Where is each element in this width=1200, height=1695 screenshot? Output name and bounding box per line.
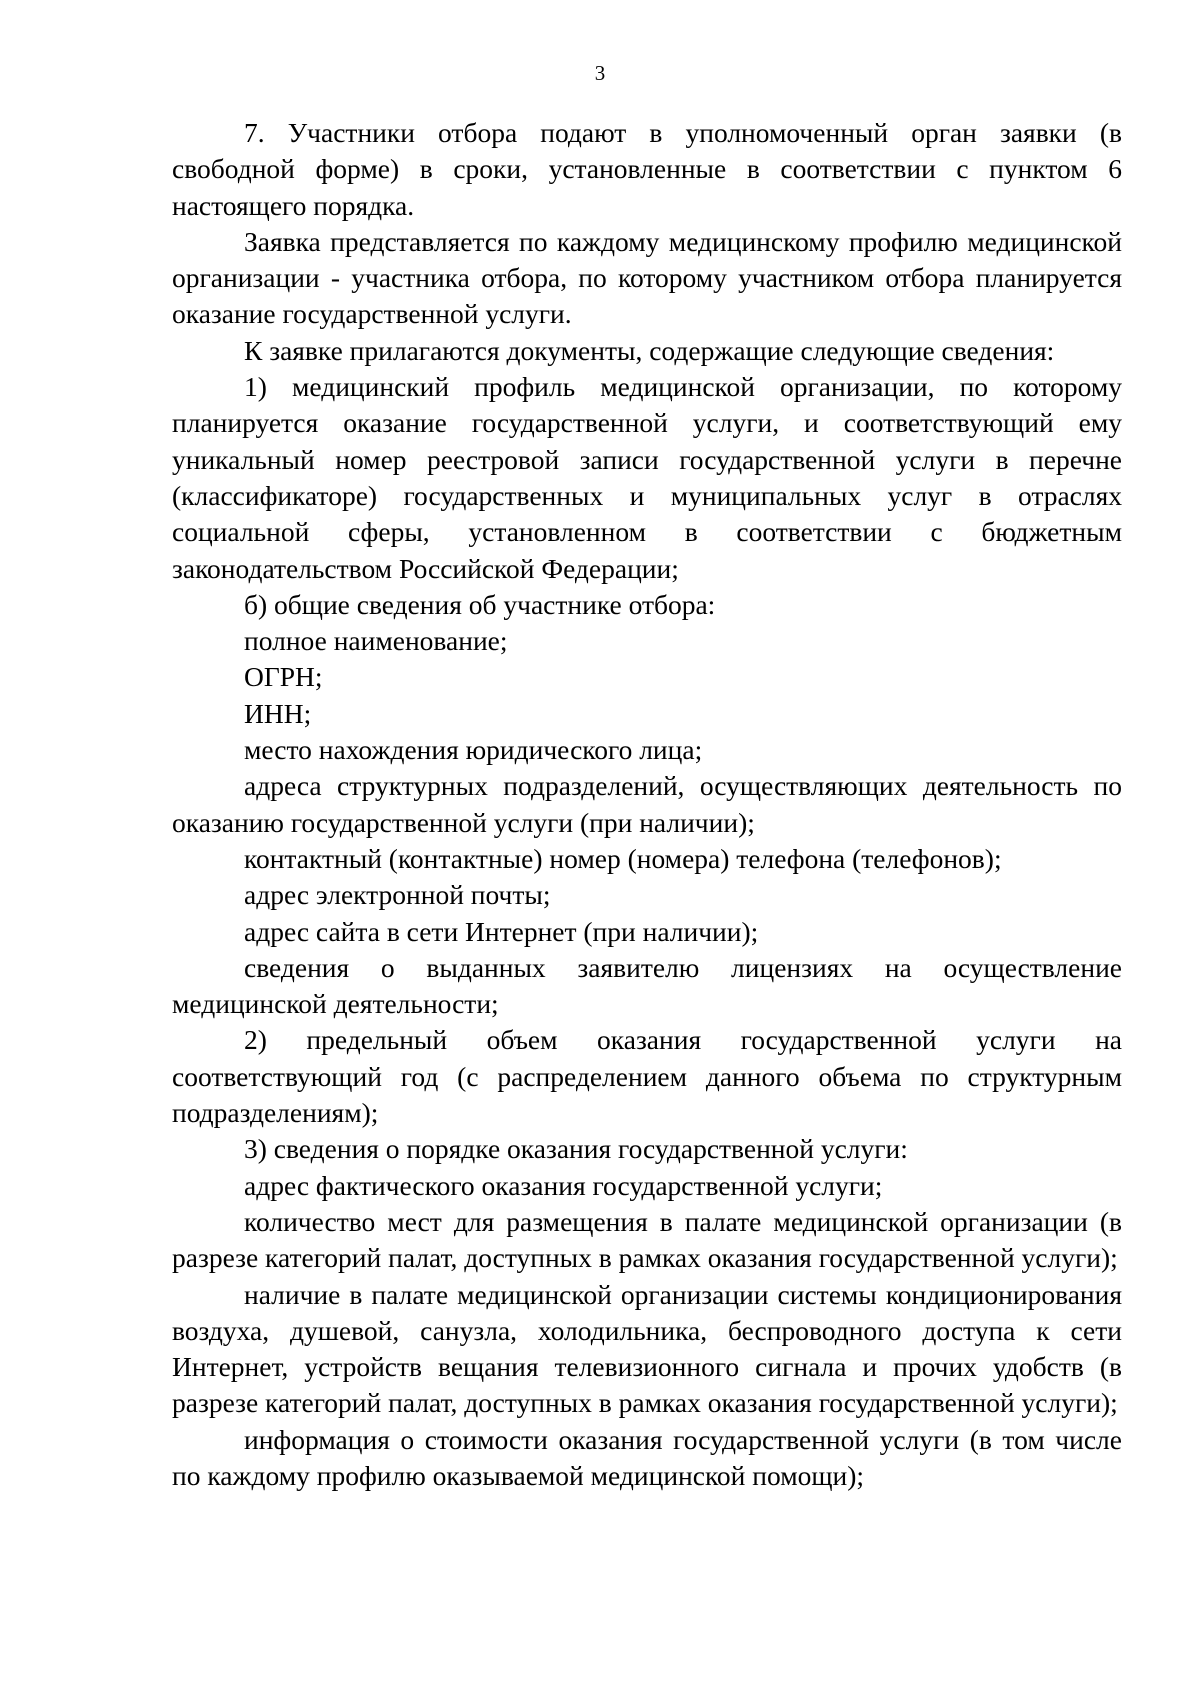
list-item-ogrn: ОГРН; [244, 661, 323, 693]
paragraph-item-7: 7. Участники отбора подают в уполномоченный орган заявки (в свободной форме) в сроки, установленные в соответствии с пунктом 6 настоящего порядка. [172, 117, 1122, 221]
paragraph-application-per-profile: Заявка представляется по каждому медицинскому профилю медицинской организации - участника отбора, по которому участником отбора планируется оказание государственной услуги. [172, 225, 1122, 330]
page-number: 3 [594, 61, 606, 85]
paragraph-subitem-1: 1) медицинский профиль медицинской организации, по которому планируется оказание государственной услуги, и соответствующий ему уникальный номер реестровой записи государственной услуги в перечне (классификаторе) государственных и муниципальных услуг в отраслях социальной сферы, установленном в соответствии с бюджетным законодательством Российской Федерации; [172, 371, 1122, 584]
list-item-legal-address: место нахождения юридического лица; [244, 734, 703, 766]
paragraph-subitem-3: 3) сведения о порядке оказания государственной услуги: [244, 1133, 908, 1165]
list-item-full-name: полное наименование; [244, 625, 508, 657]
list-item-website: адрес сайта в сети Интернет (при наличии); [244, 915, 759, 947]
list-item-ward-amenities: наличие в палате медицинской организации системы кондиционирования воздуха, душевой, санузла, холодильника, беспроводного доступа к сети Интернет, устройств вещания телевизионного сигнала и прочих удобств (в разрезе категорий палат, доступных в рамках оказания государственной услуги); [172, 1278, 1122, 1419]
paragraph-attached-documents: К заявке прилагаются документы, содержащие следующие сведения: [244, 334, 1055, 366]
list-item-licenses: сведения о выданных заявителю лицензиях на осуществление медицинской деятельности; [172, 951, 1122, 1020]
list-item-phone-numbers: контактный (контактные) номер (номера) телефона (телефонов); [244, 842, 1002, 874]
list-item-inn: ИНН; [244, 697, 312, 729]
list-item-division-addresses: адреса структурных подразделений, осуществляющих деятельность по оказанию государственной услуги (при наличии); [172, 770, 1122, 838]
paragraph-subitem-2: 2) предельный объем оказания государственной услуги на соответствующий год (с распределением данного объема по структурным подразделениям); [172, 1024, 1122, 1129]
list-item-cost-information: информация о стоимости оказания государственной услуги (в том числе по каждому профилю оказываемой медицинской помощи); [172, 1423, 1122, 1491]
list-item-actual-address: адрес фактического оказания государственной услуги; [244, 1169, 883, 1201]
paragraph-subitem-b: б) общие сведения об участнике отбора: [244, 588, 716, 620]
list-item-ward-capacity: количество мест для размещения в палате медицинской организации (в разрезе категорий палат, доступных в рамках оказания государственной услуги); [172, 1205, 1122, 1274]
list-item-email: адрес электронной почты; [244, 879, 551, 911]
document-body [172, 115, 1122, 1494]
